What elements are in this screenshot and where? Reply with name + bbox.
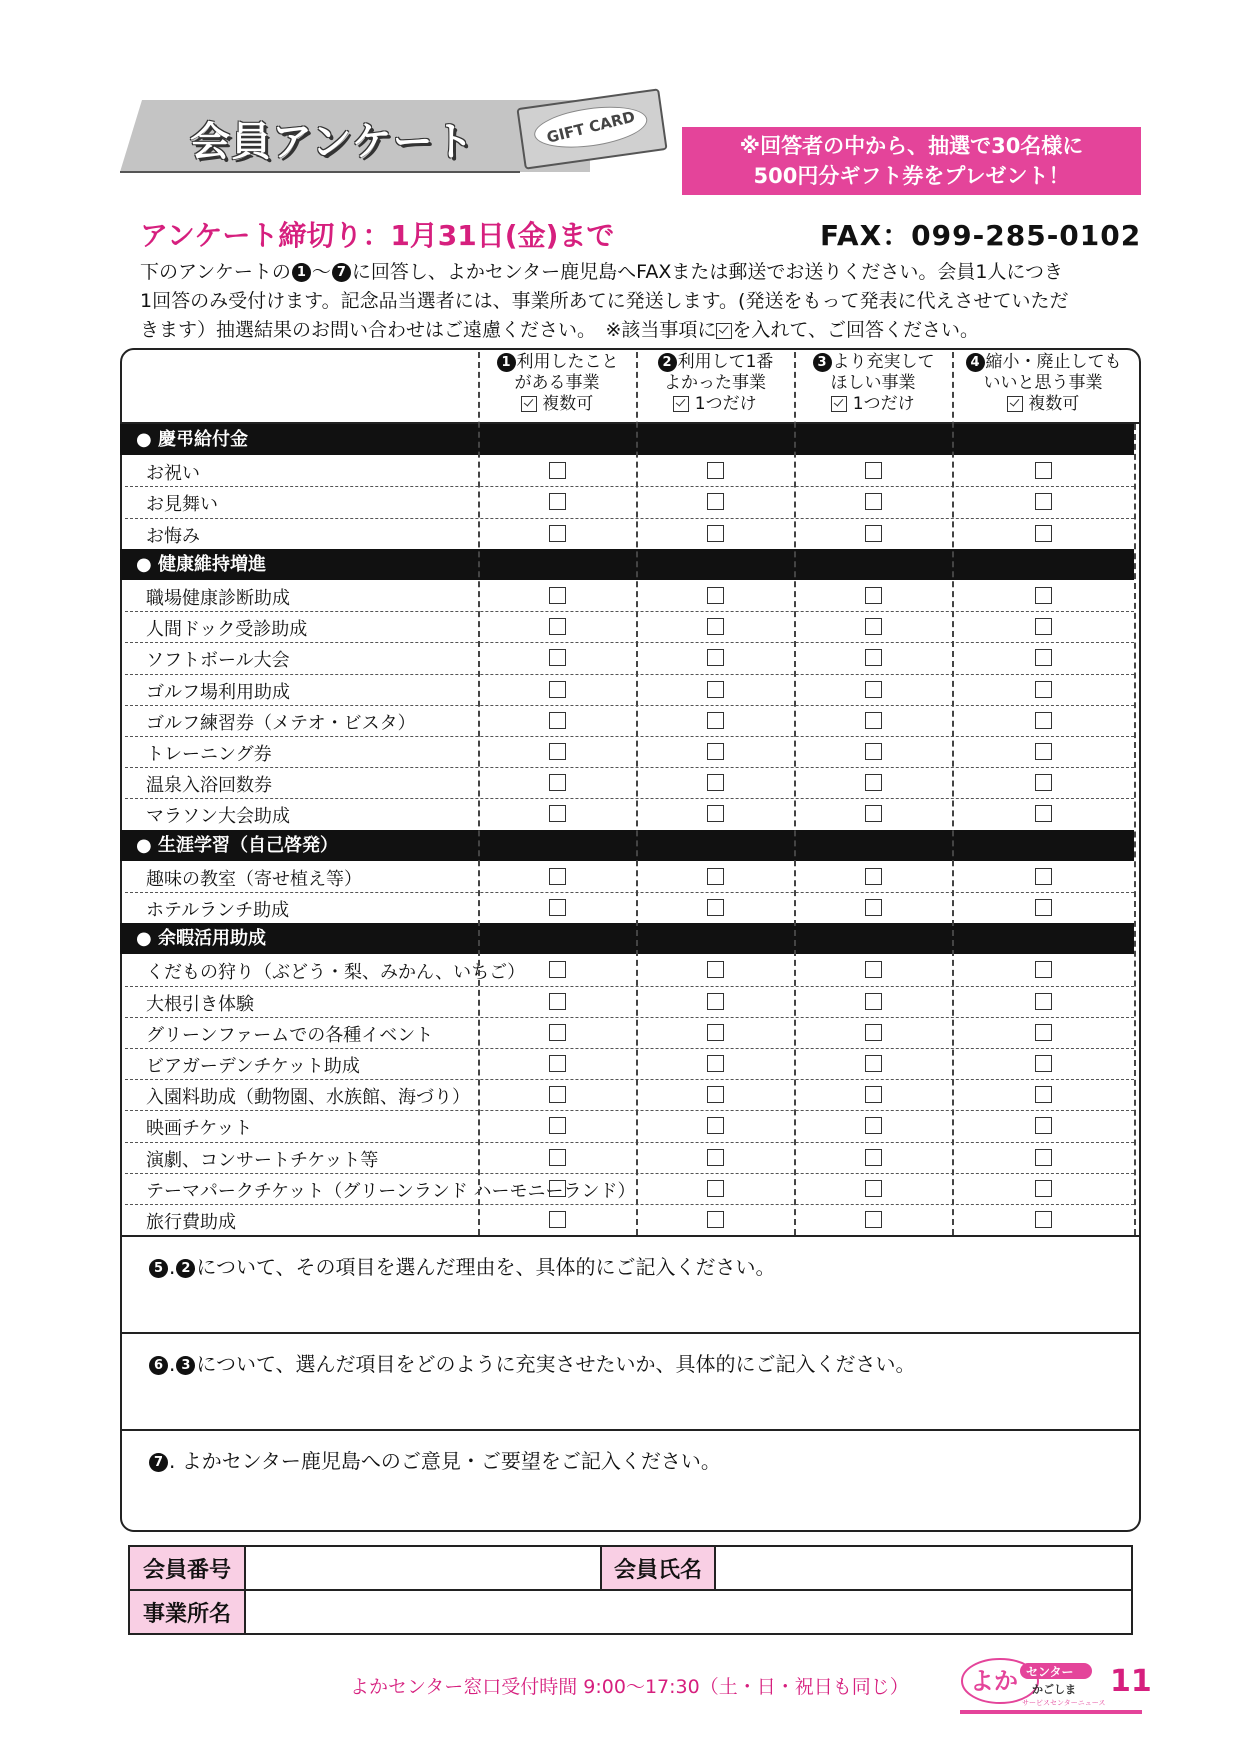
row-divider [125,674,1134,675]
answer-checkbox[interactable] [1035,462,1052,479]
section-header: ● 健康維持増進 [120,549,1134,580]
answer-checkbox[interactable] [707,1117,724,1134]
page-title: 会員アンケート [190,119,475,165]
question-label: について、その項目を選んだ理由を、具体的にご記入ください。 [196,1255,776,1280]
row-divider [125,986,1134,987]
question-divider [120,1429,1141,1431]
row-divider [125,1079,1134,1080]
circled-number-icon: 5 [149,1259,168,1278]
answer-checkbox[interactable] [549,1211,566,1228]
answer-checkbox[interactable] [865,712,882,729]
answer-checkbox[interactable] [1035,1149,1052,1166]
checkbox-checked-icon [1007,396,1023,412]
page-number: 11 [1110,1664,1152,1699]
separator: . [169,1255,176,1280]
svg-text:サービスセンターニュース: サービスセンターニュース [1022,1699,1106,1707]
answer-checkbox[interactable] [707,1055,724,1072]
office-name-field[interactable] [246,1591,1131,1633]
checkbox-checked-icon [521,396,537,412]
answer-checkbox[interactable] [1035,493,1052,510]
answer-checkbox[interactable] [1035,993,1052,1010]
row-label: 趣味の教室（寄せ植え等） [146,868,362,890]
row-label: マラソン大会助成 [146,806,290,828]
row-divider [125,518,1134,519]
intro-text: 1回答のみ受付けます。記念品当選者には、事業所あてに発送します。(発送をもって発表に代えさせていただ [140,290,1069,312]
answer-checkbox[interactable] [549,1117,566,1134]
answer-checkbox[interactable] [1035,712,1052,729]
checkbox-checked-icon [716,323,732,339]
answer-checkbox[interactable] [865,805,882,822]
row-label: ホテルランチ助成 [146,900,290,921]
row-label: 映画チケット [146,1118,253,1140]
column-divider [1134,424,1136,1235]
answer-checkbox[interactable] [707,899,724,916]
answer-area[interactable] [140,1477,1121,1518]
answer-checkbox[interactable] [549,993,566,1010]
answer-area[interactable] [140,1283,1121,1324]
answer-checkbox[interactable] [707,712,724,729]
circled-number-icon: 3 [176,1356,195,1375]
answer-checkbox[interactable] [549,681,566,698]
column-header [952,352,1134,415]
row-divider [125,736,1134,737]
answer-checkbox[interactable] [865,868,882,885]
answer-checkbox[interactable] [707,868,724,885]
column-divider [794,352,796,1235]
question-text [148,1445,721,1474]
answer-checkbox[interactable] [865,1149,882,1166]
answer-checkbox[interactable] [549,649,566,666]
answer-checkbox[interactable] [865,743,882,760]
prize-line-1: ※回答者の中から、抽選で30名様に [739,134,1084,158]
answer-checkbox[interactable] [549,1149,566,1166]
yoka-center-logo [960,1655,1106,1707]
intro-text: に回答し、よかセンター鹿児島へFAXまたは郵送でお送りください。会員1人につき [351,261,1064,283]
question-label: について、選んだ項目をどのように充実させたいか、具体的にご記入ください。 [196,1352,916,1377]
circled-number-icon: 1 [497,353,516,372]
answer-checkbox[interactable] [1035,681,1052,698]
answer-checkbox[interactable] [549,743,566,760]
svg-text:センター: センター [1026,1665,1074,1679]
answer-checkbox[interactable] [1035,1180,1052,1197]
answer-checkbox[interactable] [707,1149,724,1166]
instructions [140,258,1130,345]
row-divider [125,767,1134,768]
row-divider [125,798,1134,799]
row-divider [125,892,1134,893]
separator: . [169,1449,182,1474]
column-header-note: 1つだけ [689,394,757,414]
column-header-note: 複数可 [536,394,594,414]
circled-number-icon: 4 [966,353,985,372]
row-label: ビアガーデンチケット助成 [146,1056,360,1077]
column-header-line2: よかった事業 [664,373,766,393]
answer-checkbox[interactable] [707,774,724,791]
deadline: アンケート締切り：1月31日(金)まで [140,219,615,252]
row-label: 入園料助成（動物園、水族館、海づり） [146,1087,470,1109]
circled-number-icon: 1 [292,263,311,282]
answer-checkbox[interactable] [707,1211,724,1228]
answer-checkbox[interactable] [1035,587,1052,604]
answer-checkbox[interactable] [865,1180,882,1197]
answer-checkbox[interactable] [707,587,724,604]
answer-checkbox[interactable] [865,1055,882,1072]
answer-checkbox[interactable] [1035,1086,1052,1103]
circled-number-icon: 7 [332,263,351,282]
row-label: グリーンファームでの各種イベント [146,1024,434,1046]
row-divider [125,642,1134,643]
answer-checkbox[interactable] [865,1211,882,1228]
answer-checkbox[interactable] [1035,805,1052,822]
answer-checkbox[interactable] [1035,525,1052,542]
member-number-label: 会員番号 [130,1547,246,1591]
column-header [636,352,794,415]
answer-checkbox[interactable] [865,649,882,666]
question-divider [120,1332,1141,1334]
office-hours: よかセンター窓口受付時間 9:00～17:30（土・日・祝日も同じ） [350,1676,909,1698]
separator: . [169,1352,176,1377]
answer-checkbox[interactable] [549,899,566,916]
row-label: トレーニング券 [146,744,272,765]
answer-checkbox[interactable] [865,462,882,479]
answer-checkbox[interactable] [865,493,882,510]
checkbox-checked-icon [831,396,847,412]
column-divider [636,352,638,1235]
answer-checkbox[interactable] [707,1024,724,1041]
answer-checkbox[interactable] [549,712,566,729]
svg-text:かごしま: かごしま [1032,1683,1076,1696]
column-divider [478,352,480,1235]
row-label: 職場健康診断助成 [146,588,290,609]
row-divider [125,1173,1134,1174]
gift-card-label: GIFT CARD [544,107,637,147]
member-name-field[interactable] [716,1547,1131,1591]
answer-checkbox[interactable] [549,493,566,510]
intro-text: きます）抽選結果のお問い合わせはご遠慮ください。 ※該当事項に [140,319,717,341]
row-divider [125,1204,1134,1205]
intro-text: を入れて、ご回答ください。 [732,319,980,341]
answer-area[interactable] [140,1380,1121,1421]
answer-checkbox[interactable] [1035,868,1052,885]
svg-text:よか: よか [970,1667,1018,1695]
section-header: ● 余暇活用助成 [120,923,1134,954]
answer-checkbox[interactable] [707,1086,724,1103]
answer-checkbox[interactable] [865,587,882,604]
answer-checkbox[interactable] [1035,1211,1052,1228]
answer-checkbox[interactable] [549,1180,566,1197]
row-label: ゴルフ練習券（メテオ・ビスタ） [146,712,416,734]
intro-text: 下のアンケートの [140,261,291,283]
column-header-line2: ほしい事業 [830,373,916,393]
circled-number-icon: 6 [149,1356,168,1375]
answer-checkbox[interactable] [707,1180,724,1197]
answer-checkbox[interactable] [549,525,566,542]
column-header-line1: より充実して [832,352,935,372]
checkbox-checked-icon [673,396,689,412]
answer-checkbox[interactable] [865,525,882,542]
answer-checkbox[interactable] [1035,1024,1052,1041]
row-label: 演劇、コンサートチケット等 [146,1149,379,1171]
answer-checkbox[interactable] [707,993,724,1010]
answer-checkbox[interactable] [707,462,724,479]
answer-checkbox[interactable] [865,993,882,1010]
answer-checkbox[interactable] [549,1055,566,1072]
column-header-line1: 利用したこと [516,352,619,372]
row-label: くだもの狩り（ぶどう・梨、みかん、いちご） [146,962,526,984]
answer-checkbox[interactable] [549,1086,566,1103]
answer-checkbox[interactable] [1035,1055,1052,1072]
answer-checkbox[interactable] [865,899,882,916]
answer-checkbox[interactable] [865,1024,882,1041]
answer-checkbox[interactable] [1035,649,1052,666]
answer-checkbox[interactable] [865,618,882,635]
row-divider [125,1110,1134,1111]
column-header-note: 1つだけ [847,394,915,414]
answer-checkbox[interactable] [865,1086,882,1103]
intro-text: ～ [311,261,331,283]
footer-accent-bar [960,1710,1142,1714]
circled-number-icon: 2 [658,353,677,372]
column-header-line1: 縮小・廃止しても [985,352,1122,372]
answer-checkbox[interactable] [707,649,724,666]
section-header: ● 生涯学習（自己啓発） [120,830,1134,861]
answer-checkbox[interactable] [865,681,882,698]
row-label: お祝い [146,463,200,485]
prize-notice [682,127,1141,195]
answer-checkbox[interactable] [549,805,566,822]
answer-checkbox[interactable] [1035,1117,1052,1134]
column-header-line1: 利用して1番 [677,352,774,372]
answer-checkbox[interactable] [1035,899,1052,916]
row-divider [125,611,1134,612]
column-header [794,352,952,415]
column-divider [952,352,954,1235]
answer-checkbox[interactable] [549,587,566,604]
prize-line-2: 500円分ギフト券をプレゼント！ [753,164,1070,188]
row-divider [125,1142,1134,1143]
answer-checkbox[interactable] [549,462,566,479]
column-header-line2: いいと思う事業 [983,373,1103,393]
question-divider [120,1235,1141,1237]
row-divider [125,705,1134,706]
circled-number-icon: 7 [149,1453,168,1472]
answer-checkbox[interactable] [865,774,882,791]
answer-checkbox[interactable] [549,1024,566,1041]
answer-checkbox[interactable] [1035,743,1052,760]
answer-checkbox[interactable] [707,805,724,822]
circled-number-icon: 2 [176,1259,195,1278]
answer-checkbox[interactable] [549,868,566,885]
answer-checkbox[interactable] [707,493,724,510]
answer-checkbox[interactable] [1035,961,1052,978]
row-divider [125,486,1134,487]
office-name-label: 事業所名 [130,1591,246,1633]
member-info-table [128,1545,1133,1635]
question-text [148,1348,916,1377]
row-label: テーマパークチケット（グリーンランド ハーモニーランド） [146,1180,636,1202]
row-divider [125,1048,1134,1049]
column-header-note: 複数可 [1022,394,1080,414]
answer-checkbox[interactable] [549,774,566,791]
column-header [478,352,636,415]
answer-checkbox[interactable] [1035,774,1052,791]
answer-checkbox[interactable] [707,961,724,978]
circled-number-icon: 3 [813,353,832,372]
answer-checkbox[interactable] [865,1117,882,1134]
row-divider [125,1017,1134,1018]
answer-checkbox[interactable] [549,961,566,978]
row-label: 温泉入浴回数券 [146,775,272,797]
member-name-label: 会員氏名 [600,1547,716,1591]
answer-checkbox[interactable] [707,525,724,542]
row-label: ゴルフ場利用助成 [146,681,290,703]
answer-checkbox[interactable] [707,743,724,760]
row-label: ソフトボール大会 [146,650,290,672]
row-label: 大根引き体験 [146,993,254,1015]
question-label: よかセンター鹿児島へのご意見・ご要望をご記入ください。 [181,1449,721,1474]
fax-number: FAX：099-285-0102 [820,219,1142,252]
question-text [148,1251,776,1280]
header-underline [120,171,520,173]
row-label: お見舞い [146,494,218,516]
row-label: 旅行費助成 [146,1212,236,1233]
answer-checkbox[interactable] [707,681,724,698]
answer-checkbox[interactable] [549,618,566,635]
row-label: 人間ドック受診助成 [146,619,308,641]
answer-checkbox[interactable] [865,961,882,978]
section-header: ● 慶弔給付金 [120,424,1134,455]
answer-checkbox[interactable] [1035,618,1052,635]
column-header-line2: がある事業 [514,373,600,393]
answer-checkbox[interactable] [707,618,724,635]
row-label: お悔み [146,525,200,547]
